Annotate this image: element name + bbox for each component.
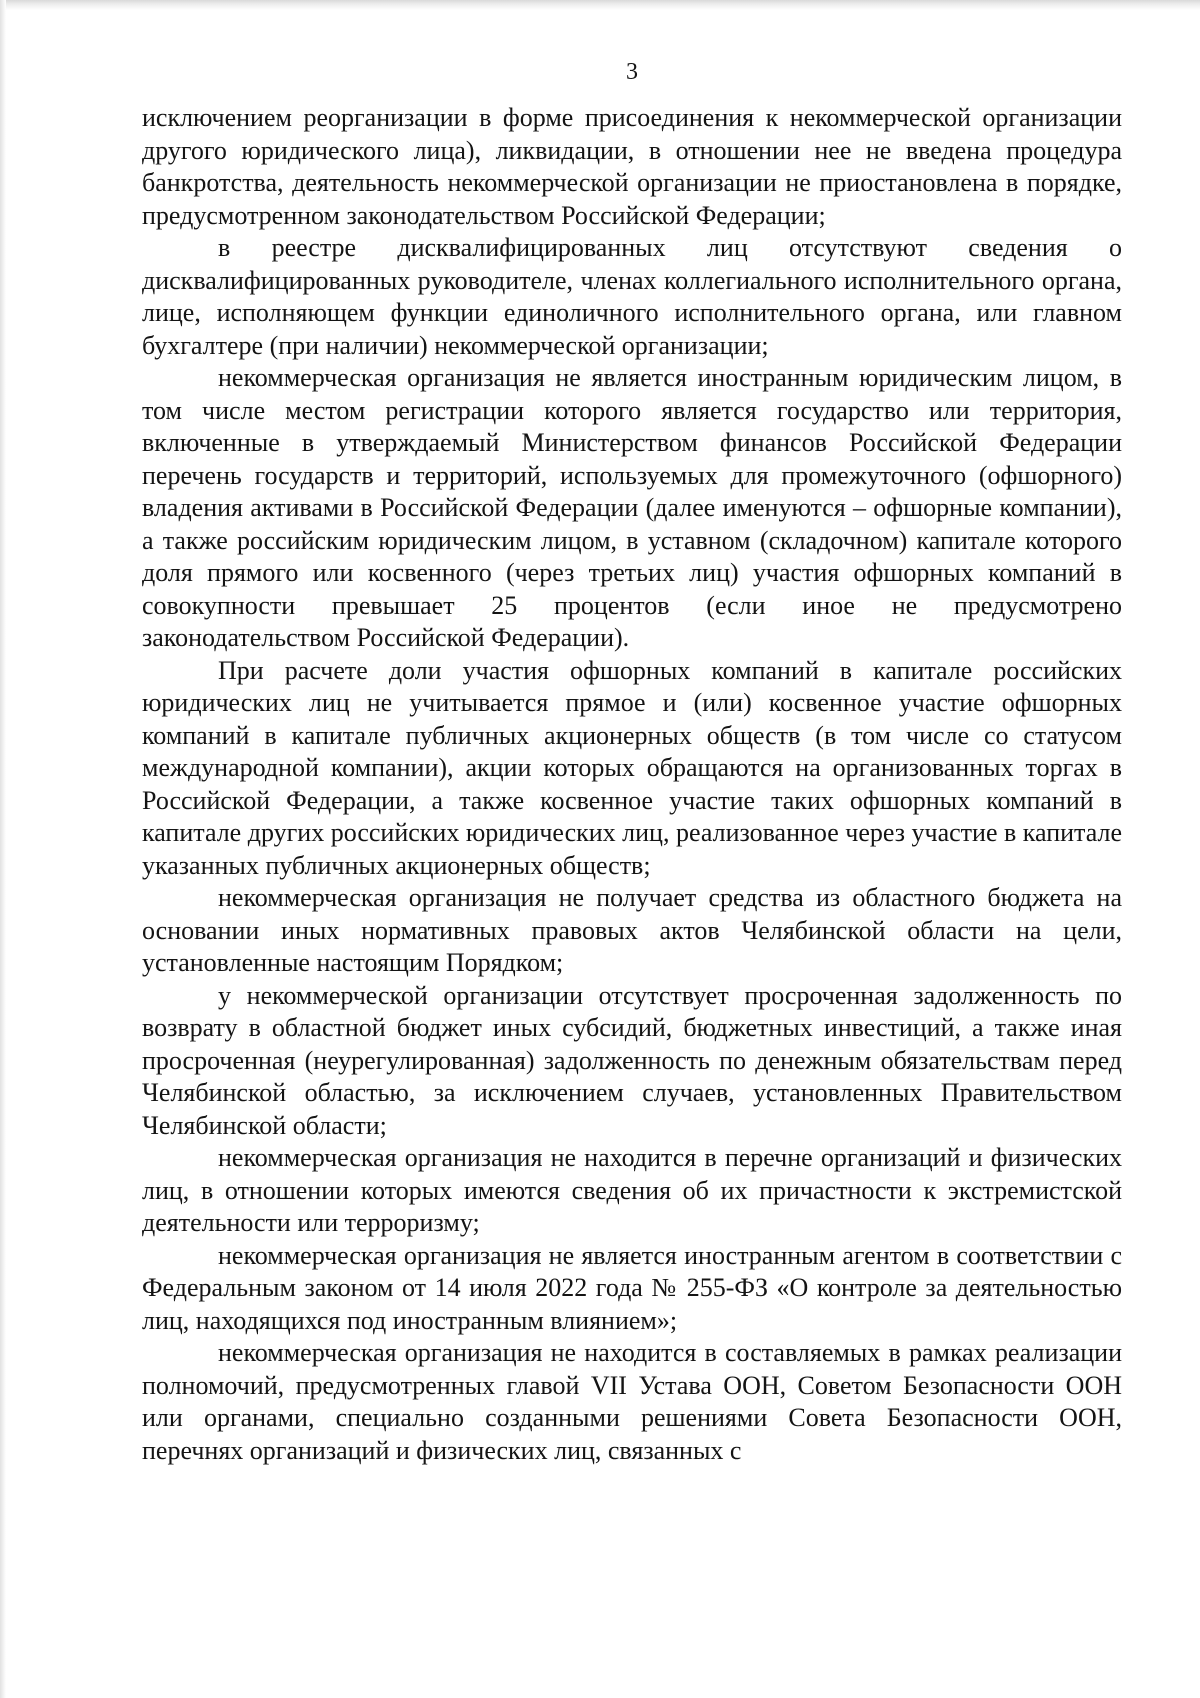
paragraph-regional-budget-funds: некоммерческая организация не получает средства из областного бюджета на основании иных нормативных правовых актов Челябинской области на цели, установленные настоящим Порядком; — [142, 883, 1122, 977]
scan-edge-left — [0, 0, 6, 1698]
paragraph-extremism-list: некоммерческая организация не находится в перечне организаций и физических лиц, в отношении которых имеются сведения об их причастности к экстремистской деятельности или терроризму; — [142, 1143, 1122, 1237]
page-number: 3 — [626, 59, 638, 85]
document-page — [142, 56, 1122, 1467]
paragraph-un-security-council-lists: некоммерческая организация не находится в составляемых в рамках реализации полномочий, предусмотренных главой VII Устава ООН, Советом Безопасности ООН или органами, специально созданными решениями Совета Безопасности ООН, перечнях организаций и физических лиц, связанных с — [142, 1338, 1122, 1465]
paragraph-reorganization-continuation: исключением реорганизации в форме присоединения к некоммерческой организации другого юридического лица), ликвидации, в отношении нее не введена процедура банкротства, деятельность некоммерческой организации не приостановлена в порядке, предусмотренном законодательством Российской Федерации; — [142, 103, 1122, 230]
paragraph-foreign-agent: некоммерческая организация не является иностранным агентом в соответствии с Федеральным законом от 14 июля 2022 года № 255-ФЗ «О контроле за деятельностью лиц, находящихся под иностранным влиянием»; — [142, 1240, 1122, 1335]
paragraph-foreign-legal-entity: некоммерческая организация не является иностранным юридическим лицом, в том числе местом регистрации которого является государство или территория, включенные в утверждаемый Министерством финансов Российской Федерации перечень государств и территорий, используемых для промежуточного (офшорного) владения активами в Российской Федерации (далее именуются – офшорные компании), а также российским юридическим лицом, в уставном (складочном) капитале которого доля прямого или косвенного (через третьих лиц) участия офшорных компаний в совокупности превышает 25 процентов (если иное не предусмотрено законодательством Российской Федерации). — [142, 363, 1122, 652]
paragraph-offshore-participation: При расчете доли участия офшорных компаний в капитале российских юридических лиц не учитывается прямое и (или) косвенное участие офшорных компаний в капитале публичных акционерных обществ (в том числе со статусом международной компании), акции которых обращаются на организованных торгах в Российской Федерации, а также косвенное участие таких офшорных компаний в капитале других российских юридических лиц, реализованное через участие в капитале указанных публичных акционерных обществ; — [142, 655, 1122, 880]
paragraph-disqualified-persons: в реестре дисквалифицированных лиц отсутствуют сведения о дисквалифицированных руководителе, членах коллегиального исполнительного органа, лице, исполняющем функции единоличного исполнительного органа, или главном бухгалтере (при наличии) некоммерческой организации; — [142, 233, 1122, 360]
scan-edge-top — [0, 0, 1200, 10]
paragraph-overdue-debt: у некоммерческой организации отсутствует просроченная задолженность по возврату в областной бюджет иных субсидий, бюджетных инвестиций, а также иная просроченная (неурегулированная) задолженность по денежным обязательствам перед Челябинской областью, за исключением случаев, установленных Правительством Челябинской области; — [142, 980, 1122, 1140]
